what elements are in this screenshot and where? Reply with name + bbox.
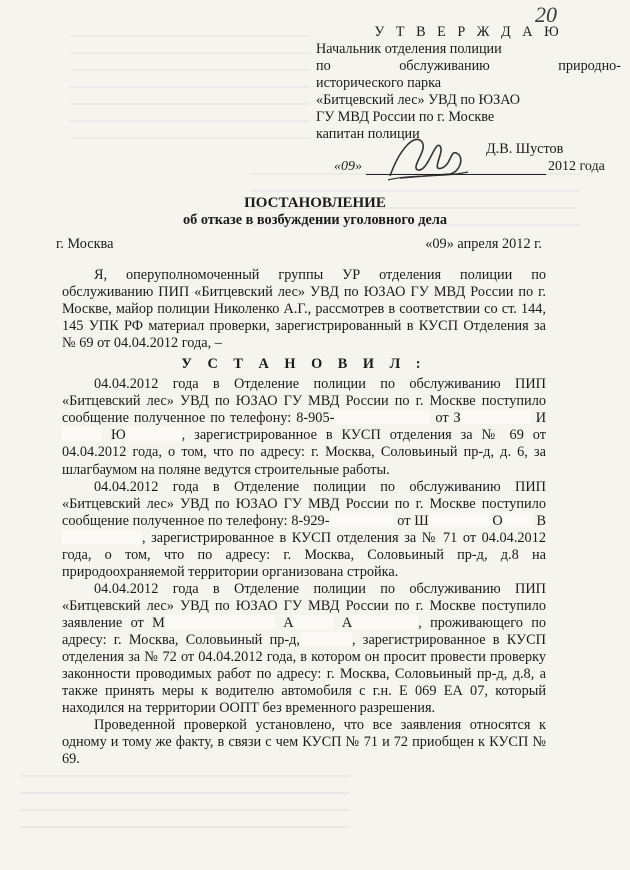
document-subtitle: об отказе в возбуждении уголовного дела bbox=[182, 212, 448, 228]
text-fragment: Ю bbox=[110, 427, 126, 444]
paragraph-kusp-71 bbox=[62, 479, 546, 581]
document-place: г. Москва bbox=[56, 236, 114, 252]
text-fragment: от З bbox=[435, 410, 461, 427]
redaction bbox=[329, 513, 393, 527]
redaction bbox=[461, 410, 531, 424]
redaction bbox=[429, 513, 489, 527]
paragraph-kusp-72 bbox=[62, 581, 546, 717]
text-fragment: от Ш bbox=[397, 512, 429, 529]
handwritten-signature bbox=[380, 128, 470, 188]
approval-heading: У Т В Е Р Ж Д А Ю bbox=[374, 24, 563, 40]
redaction bbox=[352, 615, 418, 629]
approval-date-prefix: «09» bbox=[334, 159, 362, 174]
text-fragment: А bbox=[283, 614, 294, 631]
text-fragment: , зарегистрированное в КУСП отделения за № 69 от 04.04.2012 года, о том, что по адресу: г. Москва, Соловьиный пр-д, д. 6, за шлагбаумом на поляне ведутся строительные работы. bbox=[62, 427, 546, 478]
document-body bbox=[62, 267, 546, 768]
approval-line: капитан полиции bbox=[316, 126, 420, 142]
redaction bbox=[126, 427, 182, 441]
redaction bbox=[62, 530, 142, 544]
redaction bbox=[503, 513, 533, 527]
text-fragment: О bbox=[492, 512, 503, 529]
text-fragment: , зарегистрированное в КУСП отделения за № 71 от 04.04.2012 года, о том, что по адресу: г. Москва, Соловьиный пр-д, д.8 на природоохраняемой территории организована стройка. bbox=[62, 529, 546, 580]
redaction bbox=[165, 615, 275, 629]
approval-block bbox=[316, 24, 621, 143]
intro-paragraph: Я, оперуполномоченный группы УР отделения полиции по обслуживанию ПИП «Битцевский лес» УВД по ЮЗАО ГУ МВД России по г. Москве, майор полиции Николенко А.Г., рассмотрев в соответствии со ст. 144, 145 УПК РФ материал проверки, зарегистрированный в КУСП Отделения за № 69 от 04.04.2012 года, – bbox=[62, 267, 546, 352]
approval-line: «Битцевский лес» УВД по ЮЗАО bbox=[316, 92, 521, 108]
approval-date-year: 2012 года bbox=[548, 159, 605, 174]
approval-signer: Д.В. Шустов bbox=[486, 141, 564, 157]
text-fragment: А bbox=[341, 614, 353, 631]
approval-line: исторического парка bbox=[316, 75, 442, 91]
paragraph-kusp-69 bbox=[62, 376, 546, 478]
redaction bbox=[294, 615, 334, 629]
paragraph-conclusion: Проведенной проверкой установлено, что все заявления относятся к одному и тому же факту, в связи с чем КУСП № 71 и 72 приобщен к КУСП № 69. bbox=[62, 717, 546, 768]
document-date: «09» апреля 2012 г. bbox=[425, 236, 542, 252]
redaction bbox=[62, 427, 102, 441]
page-number: 20 bbox=[535, 2, 557, 27]
approval-line: по обслуживанию природно- bbox=[316, 58, 621, 74]
approval-line: Начальник отделения полиции bbox=[316, 41, 502, 57]
approval-line: ГУ МВД России по г. Москве bbox=[316, 109, 495, 125]
text-fragment: 04.04.2012 года в Отделение полиции по обслуживанию ПИП «Битцевский лес» УВД по ЮЗАО ГУ МВД России по г. Москве поступило сообщение полученное по телефону: 8-929- bbox=[62, 478, 546, 529]
text-fragment: , зарегистрированное в КУСП отделения за № 72 от 04.04.2012 года, в котором он просит провести проверку законности проводимых работ по адресу: г. Москва, Соловьиный пр-д, д.8, а также принять меры к водителю автомобиля с г.н. Е 069 ЕА 07, который находился на территории ООПТ без временного разрешения. bbox=[62, 631, 546, 717]
text-fragment: 04.04.2012 года в Отделение полиции по обслуживанию ПИП «Битцевский лес» УВД по ЮЗАО ГУ МВД России по г. Москве поступило заявление от М bbox=[62, 580, 546, 631]
text-fragment: В bbox=[536, 512, 546, 529]
bleed-through-text bbox=[70, 30, 310, 150]
redaction bbox=[300, 632, 352, 646]
approval-date-underline bbox=[366, 174, 546, 175]
redaction bbox=[334, 410, 430, 424]
established-heading: У С Т А Н О В И Л : bbox=[181, 356, 427, 373]
document-title: ПОСТАНОВЛЕНИЕ bbox=[244, 195, 386, 211]
text-fragment: 04.04.2012 года в Отделение полиции по обслуживанию ПИП «Битцевский лес» УВД по ЮЗАО ГУ МВД России по г. Москве поступило сообщение полученное по телефону: 8-905- bbox=[62, 376, 546, 427]
bleed-through-text bbox=[20, 770, 350, 840]
text-fragment: , проживающего по адресу: г. Москва, Соловьиный пр-д, bbox=[62, 614, 546, 648]
text-fragment: И bbox=[535, 410, 547, 427]
